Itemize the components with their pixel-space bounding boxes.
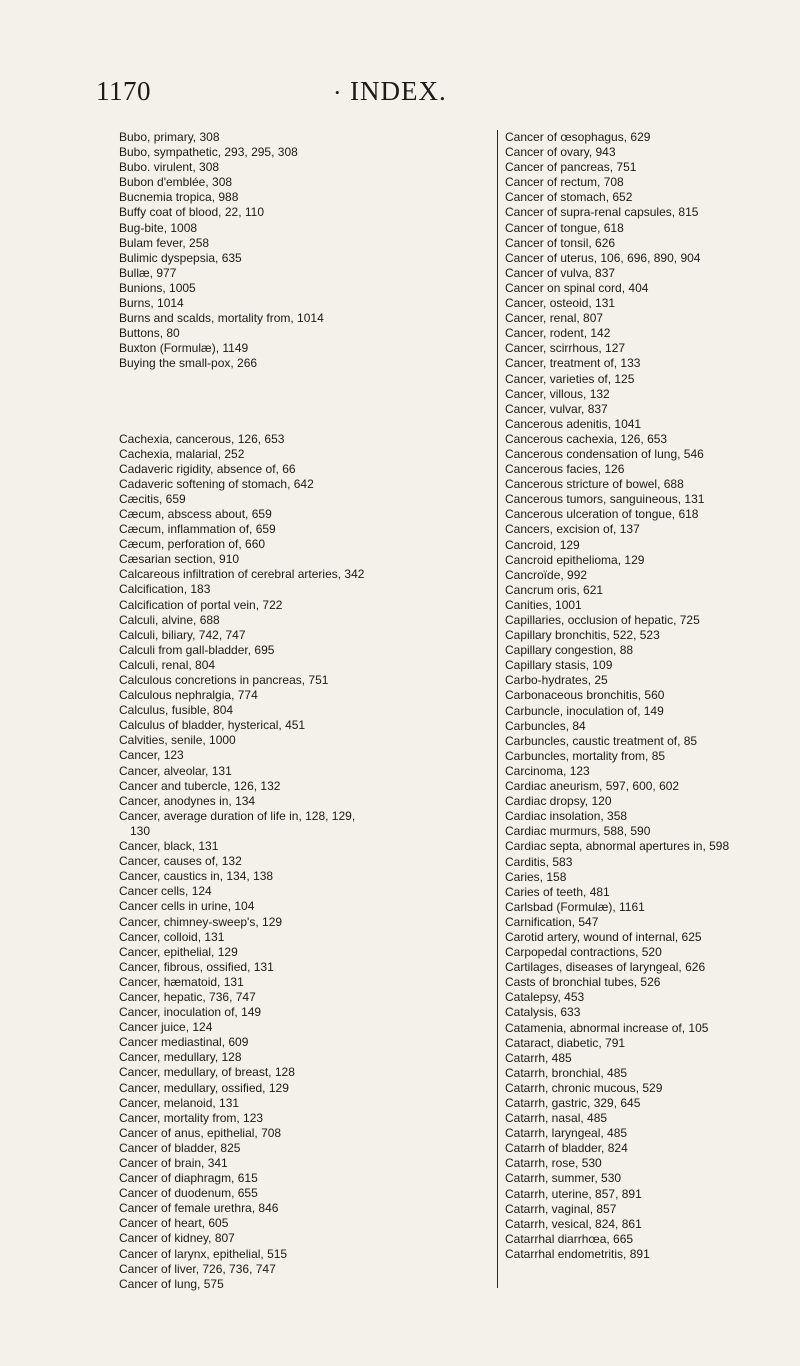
index-entry: Carpopedal contractions, 520 <box>505 945 662 960</box>
index-entry: Cancer, caustics in, 134, 138 <box>119 869 274 884</box>
index-entry: Carbuncles, mortality from, 85 <box>505 748 666 763</box>
index-entry: Buttons, 80 <box>119 326 180 341</box>
index-entry: Cancer of vulva, 837 <box>505 265 616 280</box>
index-entry: Bunions, 1005 <box>119 280 196 295</box>
page-header <box>96 76 746 116</box>
index-entry: Cancer, medullary, 128 <box>119 1050 242 1065</box>
index-entry: Catarrh, summer, 530 <box>505 1171 622 1186</box>
index-entry: Burns, 1014 <box>119 296 184 311</box>
index-entry: Burns and scalds, mortality from, 1014 <box>119 311 324 326</box>
index-entry: Bug-bite, 1008 <box>119 220 198 235</box>
index-entry: Cancer on spinal cord, 404 <box>505 280 649 295</box>
index-entry: Cancer, hepatic, 736, 747 <box>119 989 256 1004</box>
index-entry: Calculous concretions in pancreas, 751 <box>119 673 329 687</box>
page-title: INDEX. <box>350 76 447 106</box>
index-entry: Cancers, excision of, 137 <box>505 522 640 537</box>
index-entry: Calculus, fusible, 804 <box>119 703 234 718</box>
index-entry: Cancroïde, 992 <box>505 567 588 582</box>
index-entry: Bullæ, 977 <box>119 265 177 280</box>
index-entry: Cancer, anodynes in, 134 <box>119 793 256 808</box>
index-entry: Caries, 158 <box>505 869 567 884</box>
index-entry-continuation: 130 <box>130 823 151 838</box>
index-entry: Cæsarian section, 910 <box>119 552 240 567</box>
index-entry: Carbuncles, caustic treatment of, 85 <box>505 733 698 748</box>
index-entry: Cardiac septa, abnormal apertures in, 598 <box>505 839 730 854</box>
index-entry: Cancer of lung, 575 <box>119 1276 224 1291</box>
index-entry: Calculi, renal, 804 <box>119 657 216 672</box>
index-entry: Cancroid, 129 <box>505 537 580 552</box>
index-entry: Cancer of rectum, 708 <box>505 175 624 190</box>
index-entry: Cancer, inoculation of, 149 <box>119 1005 262 1020</box>
index-entry: Cæcum, inflammation of, 659 <box>119 522 276 537</box>
index-entry: Cancer cells in urine, 104 <box>119 899 255 914</box>
right-index-column <box>505 130 800 1262</box>
index-entry: Cancerous adenitis, 1041 <box>505 416 642 431</box>
index-entry: Cancer of duodenum, 655 <box>119 1186 258 1201</box>
index-entry: Capillary stasis, 109 <box>505 658 613 673</box>
left-entries-b <box>119 130 499 372</box>
index-entry: Capillary bronchitis, 522, 523 <box>505 628 660 643</box>
index-entry: Calcification, 183 <box>119 582 211 597</box>
index-entry: Cancer, 123 <box>119 748 184 763</box>
index-entry: Cancer of bladder, 825 <box>119 1140 241 1155</box>
index-entry: Carotid artery, wound of internal, 625 <box>505 929 702 944</box>
index-entry: Cancer, renal, 807 <box>505 311 604 326</box>
index-entry: Cadaveric softening of stomach, 642 <box>119 476 314 491</box>
index-entry: Catarrh, nasal, 485 <box>505 1111 608 1126</box>
index-entry: Cancerous cachexia, 126, 653 <box>505 431 668 446</box>
index-entry: Carnification, 547 <box>505 914 599 929</box>
header-bullet: • <box>335 85 340 100</box>
index-entry: Capillaries, occlusion of hepatic, 725 <box>505 613 700 627</box>
index-entry: Cancer, average duration of life in, 128, 129, <box>119 808 356 823</box>
index-entry: Cancer of brain, 341 <box>119 1156 228 1170</box>
index-entry: Catarrh, rose, 530 <box>505 1156 602 1171</box>
index-entry: Cardiac aneurism, 597, 600, 602 <box>505 779 680 794</box>
index-entry: Carbuncles, 84 <box>505 718 586 733</box>
index-entry: Bubo, primary, 308 <box>119 130 220 144</box>
index-entry: Cancer of anus, epithelial, 708 <box>119 1125 282 1140</box>
index-entry: Cancer of stomach, 652 <box>505 190 633 205</box>
index-entry: Cartilages, diseases of laryngeal, 626 <box>505 960 706 975</box>
index-entry: Catarrh of bladder, 824 <box>505 1141 628 1156</box>
index-entry: Cardiac murmurs, 588, 590 <box>505 824 651 839</box>
index-entry: Calculi from gall-bladder, 695 <box>119 642 275 657</box>
index-entry: Cancer of uterus, 106, 696, 890, 904 <box>505 250 701 265</box>
left-entries-c <box>119 432 499 824</box>
index-entry: Calvities, senile, 1000 <box>119 733 236 748</box>
index-entry: Calcareous infiltration of cerebral arteries, 342 <box>119 567 365 582</box>
index-entry: Cancer of female urethra, 846 <box>119 1201 279 1216</box>
index-entry: Cataract, diabetic, 791 <box>505 1035 626 1050</box>
index-entry: Cancer of tongue, 618 <box>505 220 624 235</box>
index-entry: Cancroid epithelioma, 129 <box>505 552 645 567</box>
index-entry: Cæcitis, 659 <box>119 491 186 506</box>
index-entry: Capillary congestion, 88 <box>505 643 634 658</box>
index-entry: Catarrhal diarrhœa, 665 <box>505 1231 634 1246</box>
index-entry: Cæcum, perforation of, 660 <box>119 537 266 552</box>
index-entry: Cancerous ulceration of tongue, 618 <box>505 507 699 522</box>
index-entry: Canities, 1001 <box>505 597 582 612</box>
index-entry: Bubon d'emblée, 308 <box>119 175 233 190</box>
index-entry: Carbuncle, inoculation of, 149 <box>505 703 664 718</box>
index-entry: Calculi, alvine, 688 <box>119 612 220 627</box>
index-entry: Cancer, causes of, 132 <box>119 854 242 869</box>
index-entry: Bulam fever, 258 <box>119 235 210 250</box>
index-entry: Cancer, villous, 132 <box>505 386 610 401</box>
index-entry: Catarrh, chronic mucous, 529 <box>505 1080 663 1095</box>
index-entry: Catarrhal endometritis, 891 <box>505 1246 650 1261</box>
index-entry: Bucnemia tropica, 988 <box>119 190 239 205</box>
index-entry: Cancer mediastinal, 609 <box>119 1035 249 1050</box>
index-entry: Cancer cells, 124 <box>119 884 212 899</box>
index-entry: Cancer of supra-renal capsules, 815 <box>505 205 699 220</box>
index-entry: Bubo, sympathetic, 293, 295, 308 <box>119 145 298 160</box>
page-number: 1170 <box>96 76 151 106</box>
index-entry: Cancer, mortality from, 123 <box>119 1110 264 1125</box>
index-entry: Buxton (Formulæ), 1149 <box>119 341 249 356</box>
index-entry: Calculous nephralgia, 774 <box>119 688 258 703</box>
index-entry: Cancerous tumors, sanguineous, 131 <box>505 492 705 507</box>
index-entry: Cancer of kidney, 807 <box>119 1231 235 1246</box>
index-entry: Casts of bronchial tubes, 526 <box>505 975 661 990</box>
index-entry: Cancer, medullary, ossified, 129 <box>119 1080 289 1095</box>
index-entry: Cæcum, abscess about, 659 <box>119 506 272 521</box>
index-entry: Carlsbad (Formulæ), 1161 <box>505 899 645 914</box>
index-entry: Cancer of pancreas, 751 <box>505 160 637 175</box>
index-entry: Carbonaceous bronchitis, 560 <box>505 688 665 703</box>
left-entries-c-continued <box>119 839 499 1292</box>
index-entry: Cancer, epithelial, 129 <box>119 944 238 959</box>
index-entry: Cancer, black, 131 <box>119 839 219 854</box>
index-entry: Cancrum oris, 621 <box>505 582 604 597</box>
index-entry: Catalysis, 633 <box>505 1005 581 1020</box>
index-entry: Catalepsy, 453 <box>505 990 585 1005</box>
index-entry: Catarrh, gastric, 329, 645 <box>505 1096 641 1110</box>
index-entry: Cancer, alveolar, 131 <box>119 763 232 778</box>
index-entry: Catarrh, uterine, 857, 891 <box>505 1186 642 1201</box>
index-entry: Cancer and tubercle, 126, 132 <box>119 778 281 793</box>
column-bracket <box>497 130 501 1288</box>
index-entry: Cancer, varieties of, 125 <box>505 371 635 386</box>
index-entry: Cancer, fibrous, ossified, 131 <box>119 959 274 974</box>
index-entry: Carditis, 583 <box>505 854 573 869</box>
index-entry: Bulimic dyspepsia, 635 <box>119 250 242 265</box>
index-entry: Cancer, colloid, 131 <box>119 929 225 944</box>
index-entry: Cancer of heart, 605 <box>119 1216 229 1231</box>
index-entry: Catarrh, 485 <box>505 1050 572 1065</box>
index-entry: Calculus of bladder, hysterical, 451 <box>119 718 306 733</box>
index-entry: Cardiac dropsy, 120 <box>505 794 612 809</box>
index-entry: Catarrh, laryngeal, 485 <box>505 1126 628 1141</box>
section-gap <box>119 372 499 432</box>
index-entry: Cancer, melanoid, 131 <box>119 1095 240 1110</box>
index-entry: Cancer of liver, 726, 736, 747 <box>119 1261 276 1276</box>
index-entry: Calculi, biliary, 742, 747 <box>119 627 246 642</box>
index-entry: Cancerous stricture of bowel, 688 <box>505 477 684 492</box>
index-entry: Carbo-hydrates, 25 <box>505 673 608 688</box>
left-index-column <box>119 130 499 1292</box>
index-entry: Cancer, treatment of, 133 <box>505 356 641 371</box>
index-entry: Cancer, vulvar, 837 <box>505 401 608 416</box>
index-entry: Bubo. virulent, 308 <box>119 160 220 175</box>
index-entry: Cancer, hæmatoid, 131 <box>119 974 244 989</box>
index-entry: Buffy coat of blood, 22, 110 <box>119 205 264 220</box>
index-entry: Caries of teeth, 481 <box>505 884 610 899</box>
index-entry: Carcinoma, 123 <box>505 763 590 778</box>
index-entry: Cardiac insolation, 358 <box>505 809 628 824</box>
index-entry: Cancer of tonsil, 626 <box>505 235 616 250</box>
index-entry: Cancer of larynx, epithelial, 515 <box>119 1246 288 1261</box>
index-entry: Catarrh, vesical, 824, 861 <box>505 1216 642 1231</box>
index-entry: Calcification of portal vein, 722 <box>119 597 283 612</box>
index-entry: Cancer of ovary, 943 <box>505 145 616 160</box>
index-entry: Cancer, medullary, of breast, 128 <box>119 1065 295 1080</box>
index-entry: Cachexia, cancerous, 126, 653 <box>119 431 285 446</box>
index-entry: Cancerous condensation of lung, 546 <box>505 446 704 461</box>
index-entry: Buying the small-pox, 266 <box>119 356 258 371</box>
index-entry: Cancer juice, 124 <box>119 1020 213 1035</box>
index-entry: Cancer of diaphragm, 615 <box>119 1171 258 1186</box>
index-entry: Cancer, scirrhous, 127 <box>505 341 626 356</box>
index-entry: Cancer, chimney-sweep's, 129 <box>119 914 283 929</box>
index-entry: Cancerous facies, 126 <box>505 462 625 477</box>
index-entry: Catarrh, bronchial, 485 <box>505 1065 628 1080</box>
index-entry: Catamenia, abnormal increase of, 105 <box>505 1020 709 1035</box>
index-entry: Cadaveric rigidity, absence of, 66 <box>119 461 296 476</box>
index-entry: Catarrh, vaginal, 857 <box>505 1201 617 1216</box>
index-entry: Cancer, osteoid, 131 <box>505 296 616 311</box>
index-entry: Cancer, rodent, 142 <box>505 326 611 341</box>
right-entries <box>505 130 800 1262</box>
index-entry: Cachexia, malarial, 252 <box>119 446 245 461</box>
index-entry: Cancer of œsophagus, 629 <box>505 130 651 144</box>
